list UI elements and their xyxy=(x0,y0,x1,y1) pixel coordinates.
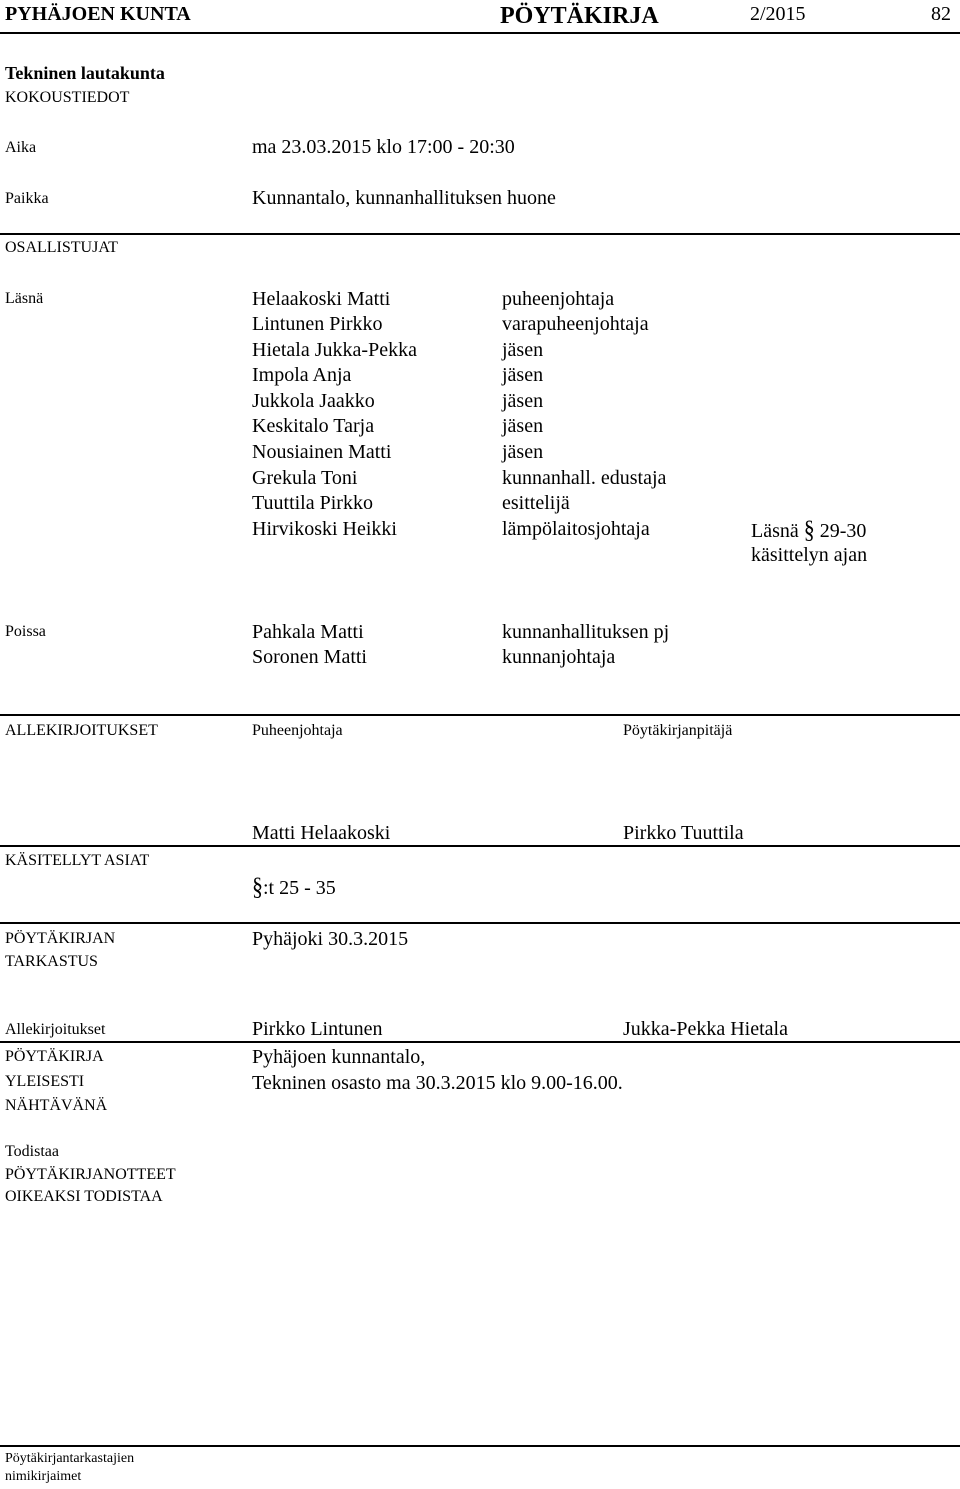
present-member-name: Helaakoski Matti xyxy=(252,288,391,310)
absent-member-role: kunnanhallituksen pj xyxy=(502,621,670,643)
present-member-name: Keskitalo Tarja xyxy=(252,415,375,437)
handled-range: :t 25 - 35 xyxy=(263,877,336,899)
footer-line2: nimikirjaimet xyxy=(5,1469,82,1484)
section-sign-icon: § xyxy=(252,872,263,901)
absent-member-name: Pahkala Matti xyxy=(252,621,364,643)
reviewer-2-name: Jukka-Pekka Hietala xyxy=(623,1018,788,1040)
present-note-range: 29-30 xyxy=(819,520,867,542)
present-member-name: Jukkola Jaakko xyxy=(252,390,375,412)
section-sign-icon: § xyxy=(803,515,815,544)
present-member-role: jäsen xyxy=(502,339,544,361)
participants-divider xyxy=(0,233,960,235)
signatures-divider xyxy=(0,714,960,716)
certify-line3: OIKEAKSI TODISTAA xyxy=(5,1188,163,1205)
present-member-role: esittelijä xyxy=(502,492,570,514)
reviewer-1-name: Pirkko Lintunen xyxy=(252,1018,383,1040)
handled-divider xyxy=(0,845,960,847)
present-member-role: jäsen xyxy=(502,441,544,463)
header-divider xyxy=(0,32,960,34)
time-value: ma 23.03.2015 klo 17:00 - 20:30 xyxy=(252,136,515,158)
review-label-line2: TARKASTUS xyxy=(5,953,98,970)
place-label: Paikka xyxy=(5,190,49,207)
section-title: KOKOUSTIEDOT xyxy=(5,89,130,106)
signatures-heading: ALLEKIRJOITUKSET xyxy=(5,722,158,739)
review-signatures-label: Allekirjoitukset xyxy=(5,1021,106,1038)
review-value: Pyhäjoki 30.3.2015 xyxy=(252,928,409,950)
chair-label: Puheenjohtaja xyxy=(252,722,343,739)
public-label-line2: YLEISESTI xyxy=(5,1073,85,1090)
certify-line1: Todistaa xyxy=(5,1143,59,1160)
secretary-name: Pirkko Tuuttila xyxy=(623,822,744,844)
absent-member-role: kunnanjohtaja xyxy=(502,646,616,668)
chair-name: Matti Helaakoski xyxy=(252,822,391,844)
present-member-name: Impola Anja xyxy=(252,364,352,386)
time-label: Aika xyxy=(5,139,37,156)
present-member-name: Tuuttila Pirkko xyxy=(252,492,373,514)
absent-member-name: Soronen Matti xyxy=(252,646,367,668)
place-value: Kunnantalo, kunnanhallituksen huone xyxy=(252,187,556,209)
present-member-role: puheenjohtaja xyxy=(502,288,615,310)
board-name: Tekninen lautakunta xyxy=(5,63,165,83)
document-type: PÖYTÄKIRJA xyxy=(500,3,659,29)
public-label-line1: PÖYTÄKIRJA xyxy=(5,1048,104,1065)
present-member-name: Hirvikoski Heikki xyxy=(252,518,397,540)
present-member-name: Nousiainen Matti xyxy=(252,441,392,463)
secretary-label: Pöytäkirjanpitäjä xyxy=(623,722,733,739)
document-number: 2/2015 xyxy=(750,3,806,25)
participants-heading: OSALLISTUJAT xyxy=(5,239,118,256)
page-number: 82 xyxy=(931,3,951,25)
present-member-name: Grekula Toni xyxy=(252,467,358,489)
present-note-prefix: Läsnä xyxy=(751,520,799,542)
handled-label: KÄSITELLYT ASIAT xyxy=(5,852,150,869)
present-member-role: varapuheenjohtaja xyxy=(502,313,649,335)
present-member-name: Lintunen Pirkko xyxy=(252,313,383,335)
public-divider xyxy=(0,1041,960,1043)
public-value-line1: Pyhäjoen kunnantalo, xyxy=(252,1046,426,1068)
municipality-name: PYHÄJOEN KUNTA xyxy=(5,3,191,25)
absent-label: Poissa xyxy=(5,623,46,640)
present-member-role: lämpölaitosjohtaja xyxy=(502,518,650,540)
footer-divider xyxy=(0,1445,960,1447)
present-note-line2: käsittelyn ajan xyxy=(751,544,868,566)
present-note xyxy=(751,515,867,544)
handled-value xyxy=(252,872,336,901)
present-member-role: kunnanhall. edustaja xyxy=(502,467,667,489)
present-label: Läsnä xyxy=(5,290,44,307)
public-label-line3: NÄHTÄVÄNÄ xyxy=(5,1097,108,1114)
public-value-line2: Tekninen osasto ma 30.3.2015 klo 9.00-16.00. xyxy=(252,1072,623,1094)
present-member-role: jäsen xyxy=(502,364,544,386)
footer-line1: Pöytäkirjantarkastajien xyxy=(5,1451,135,1466)
review-label-line1: PÖYTÄKIRJAN xyxy=(5,930,116,947)
present-member-role: jäsen xyxy=(502,390,544,412)
present-member-role: jäsen xyxy=(502,415,544,437)
review-divider xyxy=(0,922,960,924)
certify-line2: PÖYTÄKIRJANOTTEET xyxy=(5,1166,176,1183)
present-member-name: Hietala Jukka-Pekka xyxy=(252,339,417,361)
